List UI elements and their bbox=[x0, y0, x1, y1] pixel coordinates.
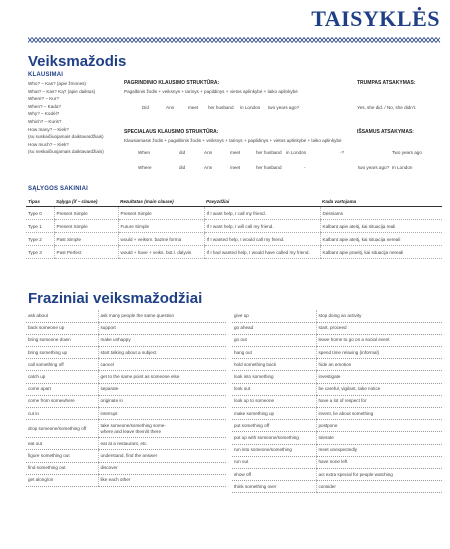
phrasal-verb: hold something back bbox=[232, 359, 316, 371]
phrasal-meaning: take someone/something some- where and leave them/it there bbox=[98, 420, 226, 438]
question-word-line: Which? – Kuris? bbox=[28, 118, 62, 124]
phrasal-verb-row bbox=[26, 408, 226, 420]
example-word: her husband bbox=[256, 150, 282, 155]
question-word-line: (su suskaičiuojamais daiktavardžiais) bbox=[28, 134, 104, 140]
phrasal-verb-row bbox=[232, 322, 442, 334]
phrasal-verb: go out bbox=[232, 334, 316, 346]
table-cell: If I wanted help, I would call my friend. bbox=[204, 233, 320, 246]
section-title-verb: Veiksmažodis bbox=[28, 53, 127, 70]
phrasal-verb-row bbox=[26, 395, 226, 407]
conditionals-table bbox=[26, 196, 442, 259]
column-header: Pavyzdžiai bbox=[204, 196, 320, 207]
example-word: - bbox=[304, 165, 306, 170]
section-title-phrasal: Fraziniai veiksmažodžiai bbox=[28, 290, 203, 307]
phrasal-meaning: be careful, vigilant, take notice bbox=[316, 383, 442, 395]
phrasal-verb-row bbox=[26, 359, 226, 371]
phrasal-verb: drop someone/something off bbox=[26, 420, 98, 438]
phrasal-meaning: start talking about a subject bbox=[98, 347, 226, 359]
example-word: Ann bbox=[204, 165, 213, 170]
phrasal-verb: come from somewhere bbox=[26, 395, 98, 407]
phrasal-verb: run into someone/something bbox=[232, 444, 316, 456]
example-word: Ann bbox=[166, 105, 175, 110]
example-word: two years ago? bbox=[268, 105, 300, 110]
phrasal-verb-row bbox=[232, 408, 442, 420]
special-structure-formula: Klausiamasis žodis + pagalbinis žodis + veiksnys + tarinys + papildinys + vietos aplinkybė + laiko aplinkybė bbox=[124, 138, 342, 143]
phrasal-verb-row bbox=[26, 450, 226, 462]
table-cell: Kalbant apie ateitį, kai situacija reali bbox=[320, 220, 442, 233]
example-word: Ann bbox=[204, 150, 213, 155]
phrasal-meaning: stop doing an activity bbox=[316, 310, 442, 322]
phrasal-meaning: have none left bbox=[316, 456, 442, 468]
phrasal-verb-row bbox=[26, 310, 226, 322]
question-word-line: How many? – Kiek? bbox=[28, 126, 69, 132]
phrasal-verb: ask about bbox=[26, 310, 98, 322]
phrasal-verb-row bbox=[232, 383, 442, 395]
special-example-row-2 bbox=[124, 165, 440, 173]
example-word: did bbox=[179, 165, 186, 170]
phrasal-verb-row bbox=[26, 462, 226, 474]
full-answer: In London bbox=[392, 165, 413, 170]
phrasal-meaning: spend time relaxing (informal) bbox=[316, 347, 442, 359]
example-word: in London bbox=[240, 105, 261, 110]
question-word-line: How much? – Kiek? bbox=[28, 141, 69, 147]
questions-list bbox=[28, 80, 104, 156]
phrasal-verb: make something up bbox=[232, 408, 316, 420]
example-word: Where bbox=[138, 165, 152, 170]
question-word-line: Why? – Kodėl? bbox=[28, 111, 60, 117]
question-word-line: Who? – Kas? (apie žmones) bbox=[28, 81, 86, 86]
phrasal-verb-row bbox=[232, 395, 442, 407]
phrasal-verb: cut in bbox=[26, 408, 98, 420]
phrasal-meaning: ask many people the same question bbox=[98, 310, 226, 322]
phrasal-meaning: interrupt bbox=[98, 408, 226, 420]
table-cell: If I want help, I will call my friend. bbox=[204, 220, 320, 233]
example-word: two years ago? bbox=[358, 165, 390, 170]
table-cell: Type 2 bbox=[26, 233, 54, 246]
table-cell: Type 3 bbox=[26, 246, 54, 259]
phrasal-verb-row bbox=[26, 347, 226, 359]
phrasal-verb: bring something up bbox=[26, 347, 98, 359]
example-word: her husband bbox=[256, 165, 282, 170]
column-header: Tipas bbox=[26, 196, 54, 207]
conditionals-heading: SĄLYGOS SAKINIAI bbox=[28, 186, 88, 192]
phrasal-verb: bring someone down bbox=[26, 334, 98, 346]
phrasal-meaning: make unhappy bbox=[98, 334, 226, 346]
phrasal-meaning: eat at a restaurant, etc. bbox=[98, 438, 226, 450]
question-word-line: When? – Kada? bbox=[28, 103, 61, 109]
basic-structure-heading: PAGRINDINIO KLAUSIMO STRUKTŪRA: bbox=[124, 80, 220, 86]
phrasal-verb: look out bbox=[232, 383, 316, 395]
example-word: meet bbox=[230, 165, 241, 170]
table-cell: Past Simple bbox=[54, 233, 118, 246]
phrasal-meaning: understand, find the answer bbox=[98, 450, 226, 462]
phrasal-verb-row bbox=[232, 444, 442, 456]
example-word: did bbox=[179, 150, 186, 155]
table-cell: would + veiksm. bazinė forma bbox=[118, 233, 204, 246]
phrasal-meaning: originate in bbox=[98, 395, 226, 407]
phrasal-table-left bbox=[26, 310, 226, 487]
table-cell: Present Simple bbox=[118, 207, 204, 220]
phrasal-meaning: discover bbox=[98, 462, 226, 474]
short-answer-heading: TRUMPAS ATSAKYMAS: bbox=[357, 80, 416, 86]
column-header: Rezultatas (main clause) bbox=[118, 196, 204, 207]
example-word: meet bbox=[230, 150, 241, 155]
zigzag-divider bbox=[28, 37, 442, 43]
table-cell: Past Perfect bbox=[54, 246, 118, 259]
table-header-row bbox=[26, 196, 442, 207]
phrasal-verb-row bbox=[232, 432, 442, 444]
question-word-line: Where? – Kur? bbox=[28, 96, 59, 102]
phrasal-verb: back someone up bbox=[26, 322, 98, 334]
phrasal-verb: show off bbox=[232, 468, 316, 480]
phrasal-verb: catch up bbox=[26, 371, 98, 383]
example-word: her husband bbox=[208, 105, 234, 110]
phrasal-meaning: start, proceed bbox=[316, 322, 442, 334]
example-word: Did bbox=[142, 105, 149, 110]
table-cell: Type 0 bbox=[26, 207, 54, 220]
table-cell: Kalbant apie ateitį, kai situacija nereali bbox=[320, 233, 442, 246]
phrasal-verb-row bbox=[232, 371, 442, 383]
phrasal-meaning: hide an emotion bbox=[316, 359, 442, 371]
phrasal-verb: figure something out bbox=[26, 450, 98, 462]
phrasal-meaning: like each other bbox=[98, 474, 226, 486]
phrasal-verb-row bbox=[232, 420, 442, 432]
phrasal-meaning: support bbox=[98, 322, 226, 334]
phrasal-verb-row bbox=[26, 474, 226, 486]
special-structure-heading: SPECIALAUS KLAUSIMO STRUKTŪRA: bbox=[124, 129, 219, 135]
table-cell: Kalbant apie praeitį, kai situacija nereali bbox=[320, 246, 442, 259]
phrasal-meaning: separate bbox=[98, 383, 226, 395]
phrasal-verb-row bbox=[232, 359, 442, 371]
phrasal-verb: get along/on bbox=[26, 474, 98, 486]
table-cell: Present Simple bbox=[54, 207, 118, 220]
question-word-line: (su neskaičiuojamais daiktavardžiais) bbox=[28, 149, 104, 155]
short-answer: Yes, she did. / No, she didn't. bbox=[357, 105, 417, 110]
table-cell: If I want help, I call my friend. bbox=[204, 207, 320, 220]
phrasal-verb: give up bbox=[232, 310, 316, 322]
phrasal-meaning: tolerate bbox=[316, 432, 442, 444]
table-cell: Dėsniams bbox=[320, 207, 442, 220]
phrasal-meaning: invent, lie about something bbox=[316, 408, 442, 420]
full-answer-heading: IŠSAMUS ATSAKYMAS: bbox=[357, 129, 414, 135]
phrasal-verb-row bbox=[26, 438, 226, 450]
example-word: When bbox=[138, 150, 151, 155]
column-header: Kada vartojama bbox=[320, 196, 442, 207]
page-title: TAISYKLĖS bbox=[311, 6, 440, 31]
phrasal-meaning: cancel bbox=[98, 359, 226, 371]
table-cell: Future Simple bbox=[118, 220, 204, 233]
phrasal-meaning: leave home to go on a social event bbox=[316, 334, 442, 346]
example-word: in London bbox=[286, 150, 307, 155]
phrasal-verb-row bbox=[26, 322, 226, 334]
phrasal-verb: look into something bbox=[232, 371, 316, 383]
phrasal-verb: go ahead bbox=[232, 322, 316, 334]
phrasal-verb-row bbox=[26, 334, 226, 346]
phrasal-meaning: consider bbox=[316, 481, 442, 493]
question-word-line: What? – Kas? Ką? (apie daiktus) bbox=[28, 88, 96, 94]
column-header: Sąlyga (if – clause) bbox=[54, 196, 118, 207]
phrasal-meaning: get to the same point as someone else bbox=[98, 371, 226, 383]
phrasal-verb: eat out bbox=[26, 438, 98, 450]
table-row bbox=[26, 233, 442, 246]
phrasal-meaning: act extra special for people watching bbox=[316, 468, 442, 480]
phrasal-verb-row bbox=[232, 347, 442, 359]
table-cell: would + have + veiks. būt.l. dalyvis bbox=[118, 246, 204, 259]
phrasal-verb-row bbox=[232, 334, 442, 346]
phrasal-meaning: have a lot of respect for bbox=[316, 395, 442, 407]
example-word: -? bbox=[340, 150, 345, 155]
basic-example-row bbox=[124, 105, 440, 113]
phrasal-verb: come apart bbox=[26, 383, 98, 395]
phrasal-verb-row bbox=[232, 481, 442, 493]
phrasal-verb: hang out bbox=[232, 347, 316, 359]
table-row bbox=[26, 207, 442, 220]
phrasal-verb-row bbox=[26, 371, 226, 383]
basic-structure-formula: Pagalbinis žodis + veiksnys + tarinys + papildinys + vietos aplinkybė + laiko aplinkybė bbox=[124, 89, 298, 94]
phrasal-verb-row bbox=[232, 456, 442, 468]
full-answer: Two years ago bbox=[392, 150, 422, 155]
phrasal-verb: put up with someone/something bbox=[232, 432, 316, 444]
phrasal-table-right bbox=[232, 310, 442, 493]
special-example-row-1 bbox=[124, 150, 440, 158]
table-row bbox=[26, 220, 442, 233]
phrasal-verb-row bbox=[232, 468, 442, 480]
phrasal-verb-row bbox=[26, 383, 226, 395]
table-cell: Present Simple bbox=[54, 220, 118, 233]
phrasal-verb: look up to someone bbox=[232, 395, 316, 407]
table-cell: Type 1 bbox=[26, 220, 54, 233]
phrasal-meaning: investigate bbox=[316, 371, 442, 383]
phrasal-verb-row bbox=[232, 310, 442, 322]
phrasal-verb: run out bbox=[232, 456, 316, 468]
questions-heading: KLAUSIMAI bbox=[28, 72, 64, 78]
phrasal-verb: find something out bbox=[26, 462, 98, 474]
phrasal-verb: put something off bbox=[232, 420, 316, 432]
example-word: meet bbox=[188, 105, 199, 110]
phrasal-verb: call something off bbox=[26, 359, 98, 371]
table-cell: If I had wanted help, I would have called my friend. bbox=[204, 246, 320, 259]
table-row bbox=[26, 246, 442, 259]
phrasal-verb: think something over bbox=[232, 481, 316, 493]
phrasal-meaning: postpone bbox=[316, 420, 442, 432]
phrasal-meaning: meet unexpectedly bbox=[316, 444, 442, 456]
phrasal-verb-row bbox=[26, 420, 226, 438]
